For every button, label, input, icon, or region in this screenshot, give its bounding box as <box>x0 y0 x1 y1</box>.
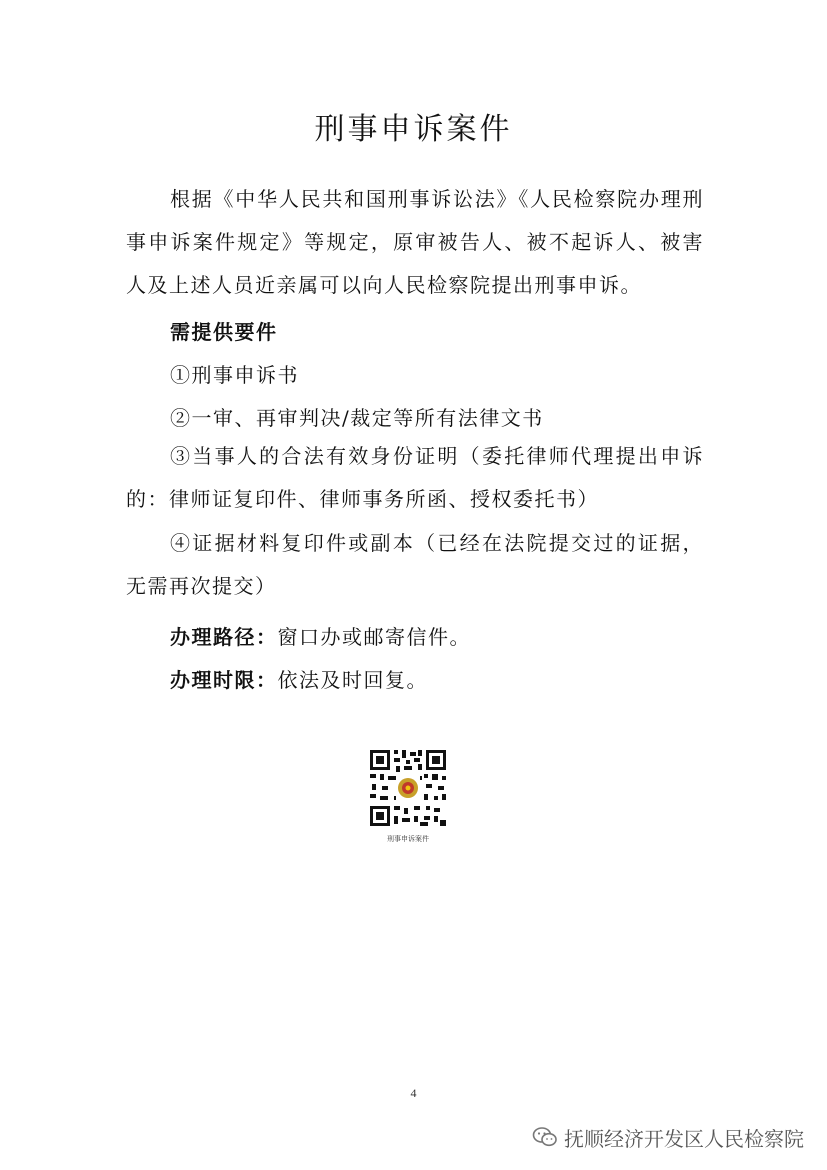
requirement-item: ②一审、再审判决/裁定等所有法律文书 <box>170 406 544 430</box>
requirement-item: ③当事人的合法有效身份证明（委托律师代理提出申诉的：律师证复印件、律师事务所函、授权委托书） <box>126 444 704 511</box>
page-number: 4 <box>410 1086 417 1100</box>
route-value: 窗口办或邮寄信件。 <box>277 625 471 649</box>
wechat-icon <box>532 1126 558 1148</box>
requirements-heading: 需提供要件 <box>170 320 278 344</box>
intro-paragraph: 根据《中华人民共和国刑事诉讼法》《人民检察院办理刑事申诉案件规定》等规定，原审被告人、被不起诉人、被害人及上述人员近亲属可以向人民检察院提出刑事申诉。 <box>126 187 704 297</box>
requirement-item: ④证据材料复印件或副本（已经在法院提交过的证据，无需再次提交） <box>126 531 704 598</box>
page-title: 刑事申诉案件 <box>314 112 513 147</box>
route-label: 办理路径： <box>170 625 278 649</box>
time-line <box>126 664 704 693</box>
qr-code-icon <box>368 748 448 828</box>
time-label: 办理时限： <box>170 668 278 692</box>
route-line <box>126 621 704 650</box>
requirement-item: ①刑事申诉书 <box>170 363 299 387</box>
qr-caption: 刑事申诉案件 <box>387 835 429 843</box>
watermark <box>532 1122 804 1152</box>
time-value: 依法及时回复。 <box>277 668 428 692</box>
watermark-text: 抚顺经济开发区人民检察院 <box>564 1126 804 1151</box>
